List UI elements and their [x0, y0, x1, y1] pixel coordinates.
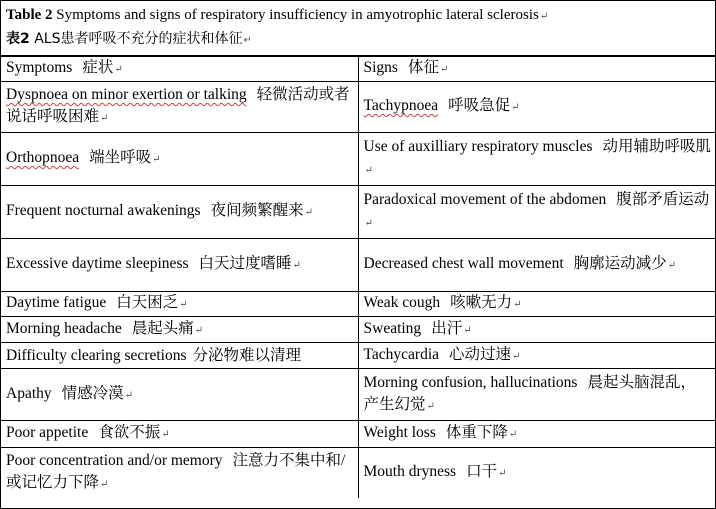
sign-cell [358, 292, 715, 317]
table-row [1, 82, 715, 133]
sign-zh: 体重下降 [445, 424, 508, 441]
sign-zh: 晨起头脑混乱，产生幻觉 [363, 373, 696, 413]
caption-label-en: Table 2 [6, 7, 53, 23]
symptom-cell [1, 186, 358, 239]
paragraph-mark-icon: ↵ [124, 389, 134, 401]
header-signs [358, 57, 715, 82]
symptoms-signs-table [1, 56, 715, 498]
sign-cell [358, 343, 715, 369]
symptom-cell [1, 133, 358, 186]
symptom-cell [1, 239, 358, 292]
sign-en: Tachypnoea [363, 97, 439, 114]
symptom-cell [1, 448, 358, 498]
symptom-zh: 夜间频繁醒来 [210, 202, 304, 219]
paragraph-mark-icon: ↵ [304, 207, 313, 218]
symptom-cell [1, 343, 358, 369]
header-signs-zh: 体征 [407, 59, 439, 76]
paragraph-mark-icon: ↵ [114, 64, 123, 75]
symptom-cell [1, 82, 358, 133]
caption-title-en: Symptoms and signs of respiratory insufficiency in amyotrophic lateral sclerosis [52, 7, 539, 23]
symptom-en: Excessive daytime sleepiness [6, 255, 189, 272]
table-row [1, 317, 715, 343]
caption-label-zh: 表2 [6, 31, 30, 47]
sign-en: Morning confusion, hallucinations [363, 373, 578, 391]
symptom-en: Morning headache [6, 319, 122, 337]
symptom-zh: 分泌物难以清理 [192, 346, 301, 364]
symptom-cell [1, 317, 358, 343]
symptom-en: Poor concentration and/or memory [6, 451, 223, 469]
table-row [1, 448, 715, 498]
symptom-en: Poor appetite [6, 424, 89, 441]
sign-cell [358, 239, 715, 292]
symptom-en: Daytime fatigue [6, 294, 107, 311]
sign-zh: 咳嗽无力 [450, 294, 513, 311]
paragraph-mark-icon: ↵ [292, 260, 301, 271]
header-symptoms-zh: 症状 [82, 59, 114, 76]
symptom-cell [1, 292, 358, 317]
symptom-zh: 白天过度嗜睡 [198, 255, 292, 272]
paragraph-mark-icon: ↵ [508, 429, 518, 440]
sign-en: Sweating [363, 319, 422, 337]
caption-title-zh: ALS患者呼吸不充分的症状和体征 [29, 31, 243, 47]
symptom-cell [1, 369, 358, 421]
sign-zh: 胸廓运动减少 [573, 255, 667, 272]
paragraph-mark-icon: ↵ [463, 324, 472, 336]
paragraph-mark-icon: ↵ [539, 11, 549, 22]
symptom-cell [1, 421, 358, 448]
sign-en: Mouth dryness [363, 462, 457, 480]
paragraph-mark-icon: ↵ [439, 64, 449, 75]
sign-zh: 呼吸急促 [448, 97, 511, 114]
sign-zh: 心动过速 [449, 345, 512, 363]
paragraph-mark-icon: ↵ [179, 299, 188, 310]
symptom-zh: 轻微活动或者说话呼吸困难 [6, 86, 350, 125]
symptom-en: Orthopnoea [6, 149, 80, 166]
header-symptoms [1, 57, 358, 82]
paragraph-mark-icon: ↵ [243, 35, 252, 46]
sign-zh: 动用辅助呼吸肌 [602, 138, 712, 155]
symptom-en: Frequent nocturnal awakenings [6, 202, 201, 219]
paragraph-mark-icon: ↵ [498, 467, 507, 479]
paragraph-mark-icon: ↵ [364, 218, 373, 229]
symptom-zh: 注意力不集中和/或记忆力下降 [6, 451, 346, 491]
symptom-en: Dyspnoea on minor exertion or talking [6, 86, 247, 103]
symptom-en: Difficulty clearing secretions [6, 346, 187, 364]
header-symptoms-en: Symptoms [6, 59, 73, 76]
paragraph-mark-icon: ↵ [512, 350, 521, 362]
sign-zh: 口干 [466, 462, 498, 480]
sign-zh: 出汗 [431, 319, 463, 337]
paragraph-mark-icon: ↵ [511, 102, 520, 113]
sign-cell [358, 133, 715, 186]
table-row [1, 421, 715, 448]
table-row [1, 133, 715, 186]
table-row [1, 343, 715, 369]
symptom-zh: 情感冷漠 [61, 384, 124, 402]
sign-cell [358, 82, 715, 133]
paragraph-mark-icon: ↵ [152, 154, 161, 165]
paragraph-mark-icon: ↵ [194, 324, 204, 336]
paragraph-mark-icon: ↵ [100, 113, 109, 124]
sign-cell [358, 186, 715, 239]
paragraph-mark-icon: ↵ [426, 400, 435, 412]
symptom-zh: 白天困乏 [116, 294, 179, 311]
sign-en: Use of auxilliary respiratory muscles [363, 138, 593, 155]
sign-cell [358, 369, 715, 421]
table-row [1, 369, 715, 421]
sign-cell [358, 317, 715, 343]
table-caption [1, 1, 715, 56]
paragraph-mark-icon: ↵ [364, 165, 373, 176]
sign-cell [358, 421, 715, 448]
table-row [1, 186, 715, 239]
paragraph-mark-icon: ↵ [667, 260, 677, 271]
table-header-row [1, 57, 715, 82]
table-row [1, 292, 715, 317]
paragraph-mark-icon: ↵ [161, 429, 170, 440]
sign-cell [358, 448, 715, 498]
sign-en: Decreased chest wall movement [363, 255, 564, 272]
sign-en: Paradoxical movement of the abdomen [363, 191, 607, 208]
caption-chinese [6, 28, 715, 52]
symptom-zh: 食欲不振 [98, 424, 161, 441]
sign-en: Weak cough [363, 294, 441, 311]
sign-en: Tachycardia [363, 345, 440, 363]
sign-zh: 腹部矛盾运动 [616, 191, 710, 208]
table-row [1, 239, 715, 292]
paragraph-mark-icon: ↵ [100, 478, 109, 490]
symptom-en: Apathy [6, 384, 52, 402]
symptom-zh: 晨起头痛 [131, 319, 194, 337]
paragraph-mark-icon: ↵ [513, 299, 522, 310]
caption-english [6, 4, 715, 28]
symptom-zh: 端坐呼吸 [89, 149, 152, 166]
sign-en: Weight loss [363, 424, 436, 441]
header-signs-en: Signs [363, 59, 398, 76]
